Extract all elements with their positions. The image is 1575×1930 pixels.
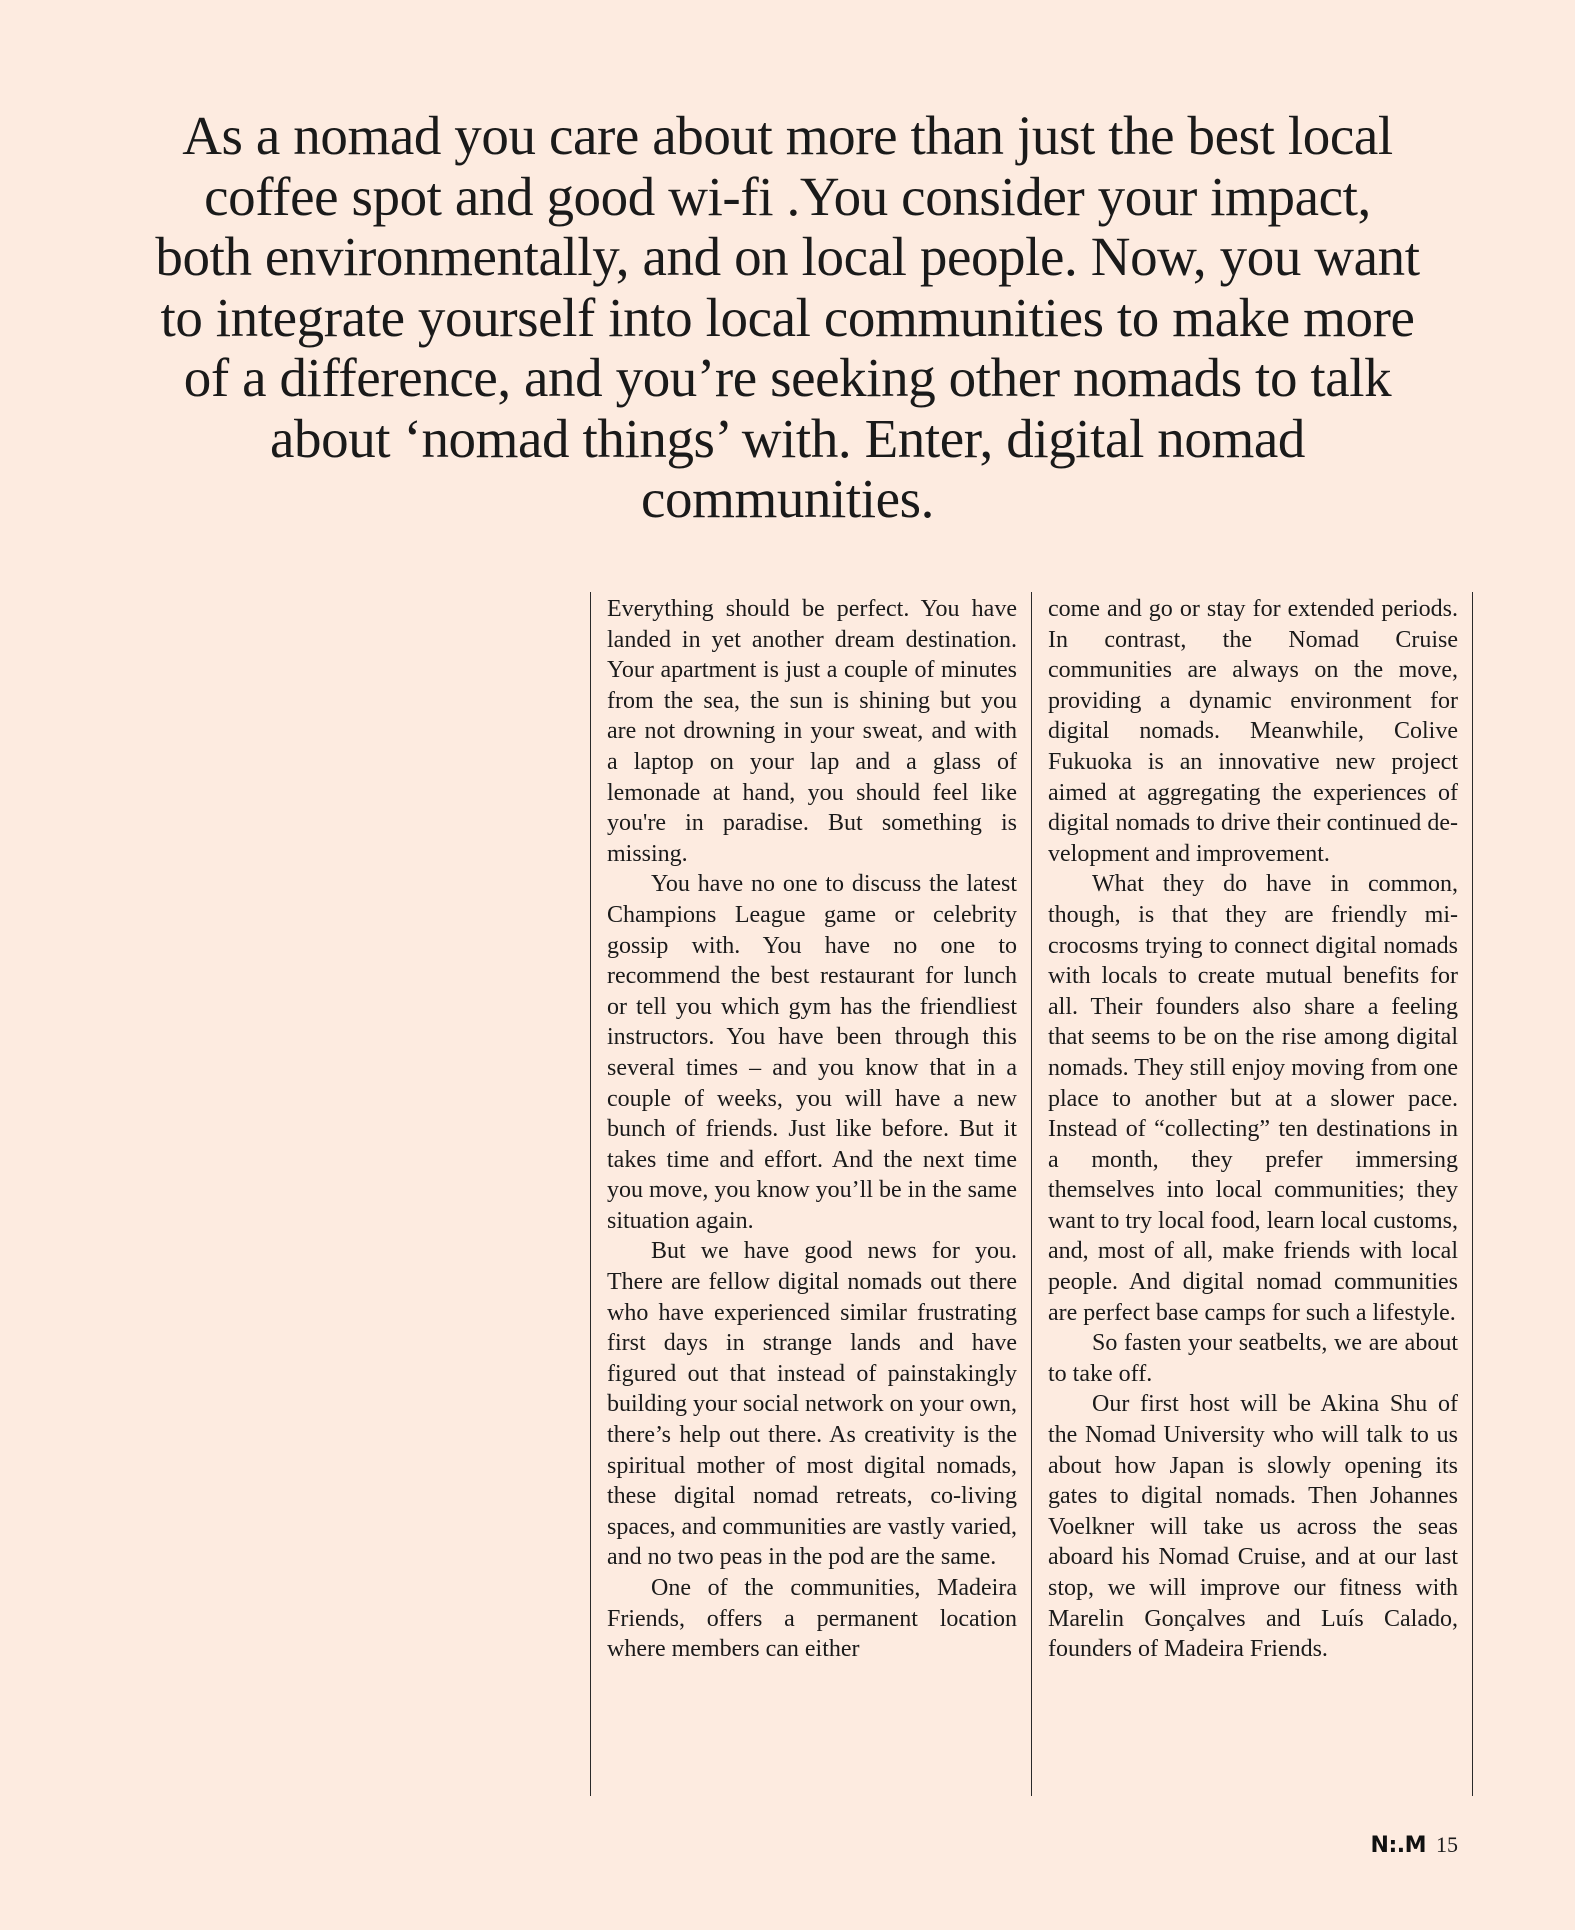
paragraph: So fasten your seatbelts, we are about to take off. xyxy=(1048,1330,1458,1387)
paragraph: Everything should be perfect. You have landed in yet another dream destination. Your apartment is just a couple of minutes from the sea, the sun is shining but you are not drowning in your sweat, and with a laptop on your lap and a glass of lemonade at hand, you should feel like you're in paradise. But something is missing. xyxy=(607,596,1017,867)
column-rule-right xyxy=(1472,592,1473,1796)
paragraph: But we have good news for you. There are fellow digital nomads out there who have experienced similar frustrating first days in strange lands and have figured out that instead of painstakingly building your social network on your own, there’s help out there. As creativity is the spiritual mother of most digital nomads, these digital nomad retreats, co-living spaces, and communities are vastly varied, and no two peas in the pod are the same. xyxy=(607,1238,1017,1571)
magazine-logo: N:.M xyxy=(1370,1832,1426,1858)
column-1 xyxy=(607,594,1017,1665)
paragraph: come and go or stay for extended periods. In contrast, the Nomad Cruise communities are always on the move, providing a dynamic environment for digital nomads. Meanwhile, Colive Fukuoka is an innovative new project aimed at aggregating the experiences of digital nomads to drive their continued development and improvement. xyxy=(1048,596,1458,867)
paragraph: What they do have in common, though, is that they are friendly microcosms trying to connect digital nomads with locals to create mutual benefits for all. Their founders also share a feeling that seems to be on the rise among digital nomads. They still enjoy moving from one place to another but at a slower pace. Instead of “collecting” ten destinations in a month, they prefer immersing themselves into local communities; they want to try local food, learn local customs, and, most of all, make friends with local people. And digital nomad communities are perfect base camps for such a lifestyle. xyxy=(1048,871,1458,1326)
column-rule-middle xyxy=(1031,592,1032,1796)
paragraph: You have no one to discuss the latest Champions League game or celebrity gossip with. You have no one to recommend the best restaurant for lunch or tell you which gym has the friendliest instructors. You have been through this several times – and you know that in a couple of weeks, you will have a new bunch of friends. Just like before. But it takes time and effort. And the next time you move, you know you’ll be in the same situation again. xyxy=(607,871,1017,1234)
paragraph: Our first host will be Akina Shu of the Nomad University who will talk to us about how Japan is slowly opening its gates to digital nomads. Then Johannes Voelkner will take us across the seas aboard his Nomad Cruise, and at our last stop, we will improve our fitness with Marelin Gonçalves and Luís Calado, founders of Madeira Friends. xyxy=(1048,1391,1458,1663)
intro-heading: As a nomad you care about more than just the best local coffee spot and good wi-fi .You consider your impact, both environmentally, and on local people. Now, you want to integrate yourself into local communities to make more of a difference, and you’re seeking other nomads to talk about ‘nomad things’ with. Enter, digital nomad communities. xyxy=(155,105,1420,529)
column-2 xyxy=(1048,594,1458,1665)
page-number: 15 xyxy=(1436,1832,1458,1857)
page-footer xyxy=(1371,1832,1458,1858)
article-body xyxy=(590,592,1473,1796)
paragraph: One of the communities, Madeira Friends, offers a permanent location where members can either xyxy=(607,1575,1017,1663)
column-rule-left xyxy=(590,592,591,1796)
